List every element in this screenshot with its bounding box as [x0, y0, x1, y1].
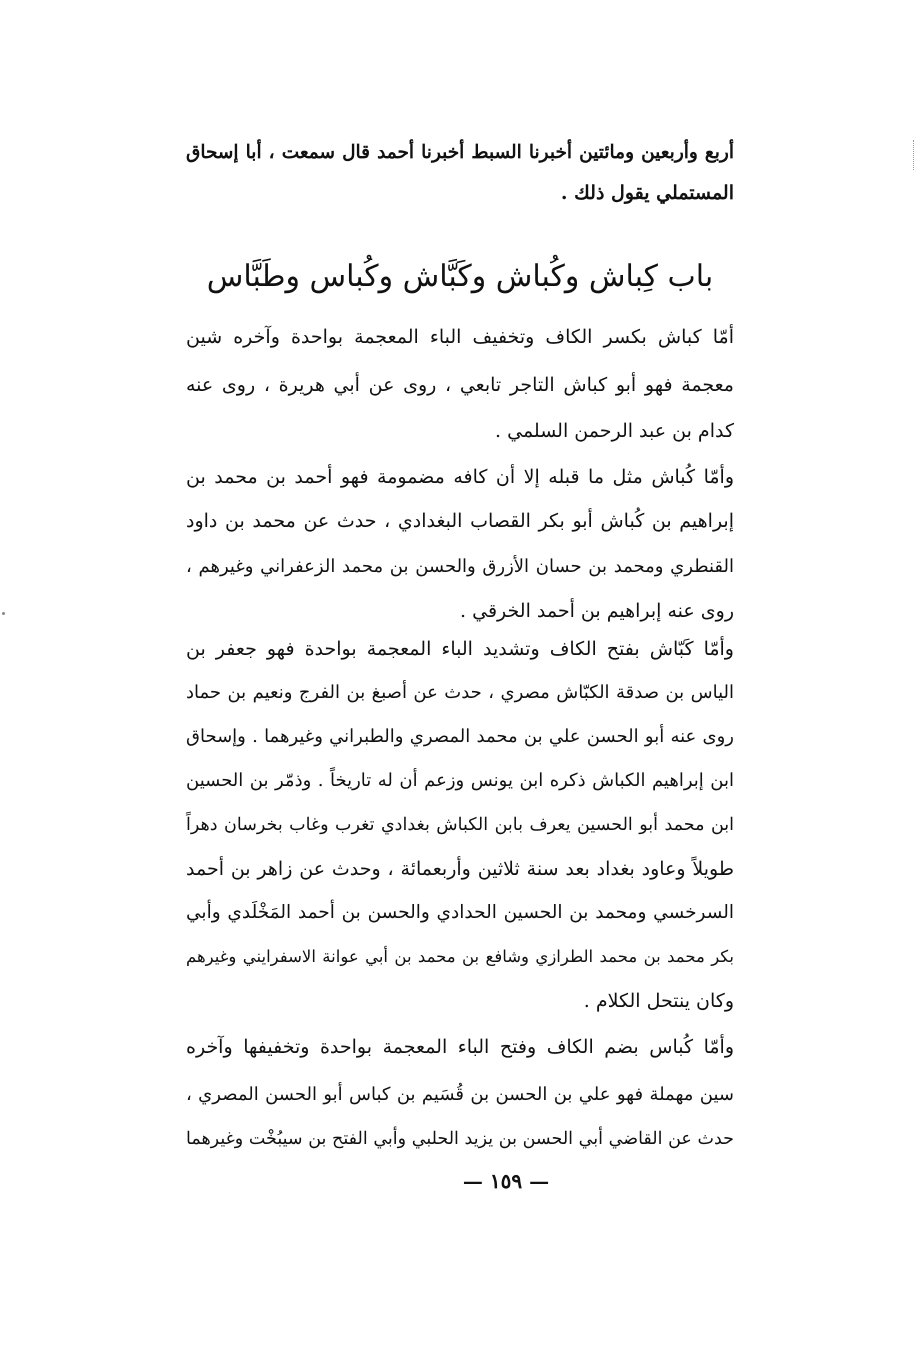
- paragraph-line: بكر محمد بن محمد الطرازي وشافع بن محمد بن أبي عوانة الاسفرايني وغيرهم: [186, 947, 734, 966]
- paragraph-line: وأمّا كُباس بضم الكاف وفتح الباء المعجمة بواحدة وتخفيفها وآخره: [186, 1036, 734, 1058]
- page-number: — ١٥٩ —: [462, 1169, 550, 1193]
- paragraph-kibash: [186, 320, 734, 450]
- paragraph-line: وأمّا كُباش مثل ما قبله إلا أن كافه مضمومة فهو أحمد بن محمد بن: [186, 466, 734, 488]
- paragraph-line: حدث عن القاضي أبي الحسن بن يزيد الحلبي وأبي الفتح بن سيبُخْت وغيرهما: [186, 1129, 734, 1149]
- intro-line: المستملي يقول ذلك .: [560, 182, 734, 204]
- paragraph-line: روى عنه أبو الحسن علي بن محمد المصري والطبراني وغيرهما . وإسحاق: [186, 726, 734, 747]
- paragraph-line: ابن إبراهيم الكباش ذكره ابن يونس وزعم أن له تاريخاً . وذمّر بن الحسين: [186, 770, 734, 791]
- paragraph-line: معجمة فهو أبو كباش التاجر تابعي ، روى عن أبي هريرة ، روى عنه: [186, 374, 734, 396]
- page-edge-mark: [903, 140, 914, 170]
- paragraph-line: طويلاً وعاود بغداد بعد سنة ثلاثين وأربعمائة ، وحدث عن زاهر بن أحمد: [186, 858, 734, 880]
- paragraph-line: أمّا كباش بكسر الكاف وتخفيف الباء المعجمة بواحدة وآخره شين: [186, 326, 734, 348]
- paragraph-line: وأمّا كَبّاش بفتح الكاف وتشديد الباء المعجمة بواحدة فهو جعفر بن: [186, 638, 734, 660]
- paragraph-line: روى عنه إبراهيم بن أحمد الخرقي .: [460, 600, 734, 622]
- paragraph-line: إبراهيم بن كُباش أبو بكر القصاب البغدادي ، حدث عن محمد بن داود: [186, 510, 734, 532]
- paragraph-line: سين مهملة فهو علي بن الحسن بن قُسَيم بن كباس أبو الحسن المصري ،: [186, 1084, 734, 1105]
- intro-block: [186, 136, 734, 216]
- intro-line: أربع وأربعين ومائتين أخبرنا السبط أخبرنا أحمد قال سمعت ، أبا إسحاق: [186, 142, 734, 163]
- paragraph-line: القنطري ومحمد بن حسان الأزرق والحسن بن محمد الزعفراني وغيرهم ،: [186, 556, 734, 577]
- paragraph-kubas: [186, 1030, 734, 1160]
- section-heading: باب كِباش وكُباش وكَبَّاش وكُباس وطَبَّاس: [206, 259, 714, 294]
- paragraph-line: الياس بن صدقة الكبّاش مصري ، حدث عن أصبغ بن الفرج ونعيم بن حماد: [186, 682, 734, 703]
- scan-speck: [2, 612, 5, 615]
- paragraph-line: وكان ينتحل الكلام .: [583, 990, 734, 1012]
- paragraph-kubash: [186, 460, 734, 630]
- paragraph-line: كدام بن عبد الرحمن السلمي .: [495, 420, 734, 442]
- paragraph-kabbash: [186, 632, 734, 1032]
- paragraph-line: السرخسي ومحمد بن الحسين الحدادي والحسن بن أحمد المَخْلَدي وأبي: [186, 902, 734, 923]
- paragraph-line: ابن محمد أبو الحسين يعرف بابن الكباش بغدادي تغرب وغاب بخرسان دهراً: [186, 815, 734, 835]
